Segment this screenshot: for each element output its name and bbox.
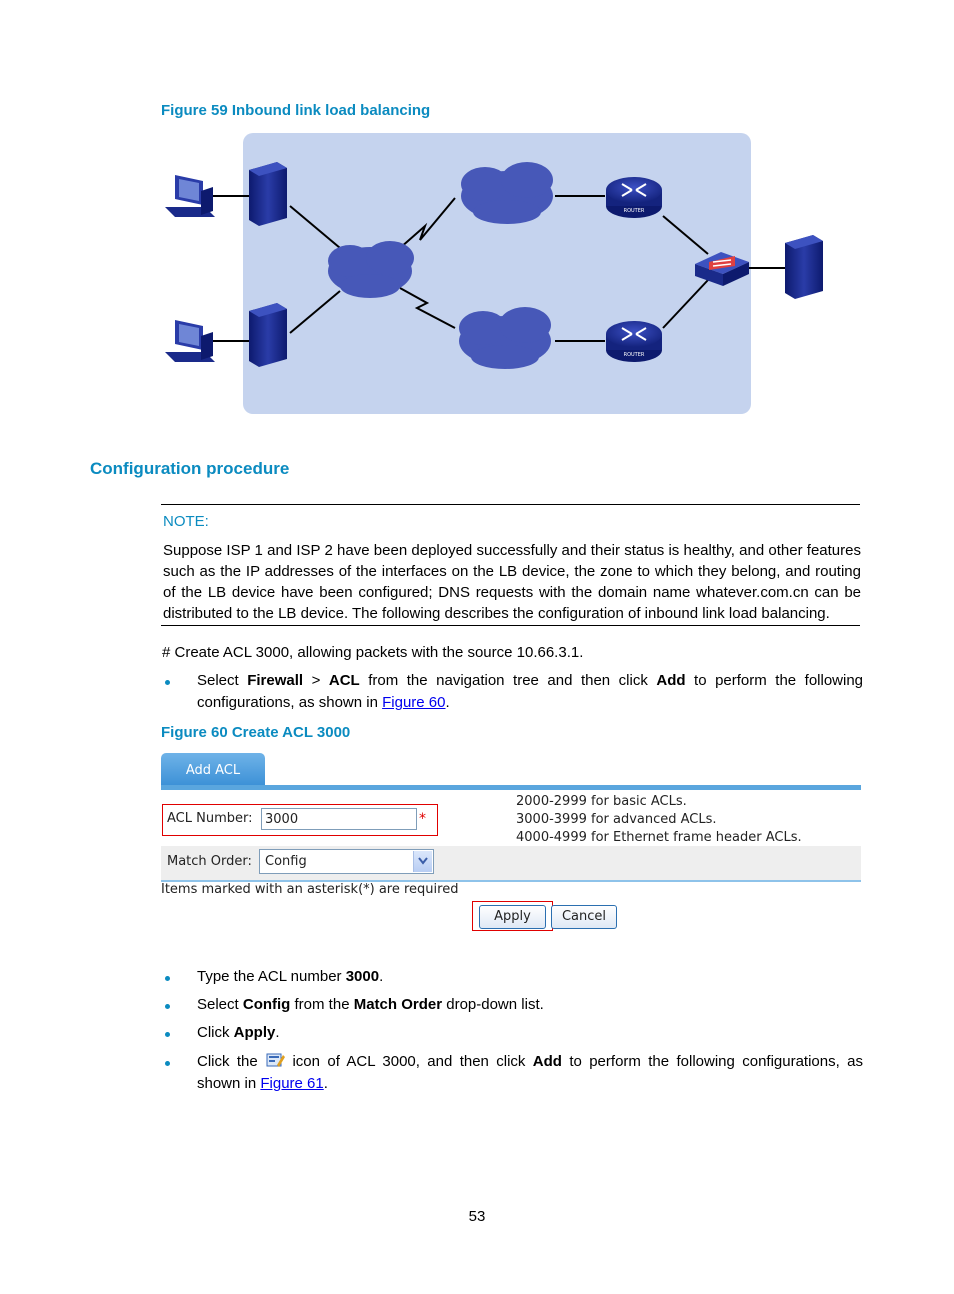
note-box: [161, 504, 860, 626]
acl-number-label: ACL Number:: [167, 811, 253, 826]
figure-60-caption: Figure 60 Create ACL 3000: [161, 724, 351, 741]
pc-icon: [165, 175, 215, 217]
server-icon: [249, 162, 287, 226]
match-order-label: Match Order:: [167, 854, 252, 869]
tab-underline: [161, 785, 861, 790]
svg-text:ROUTER: ROUTER: [623, 208, 645, 214]
bullet-dot: [165, 680, 170, 685]
acl-number-input[interactable]: 3000: [261, 808, 417, 830]
apply-button[interactable]: Apply: [479, 905, 546, 929]
network-diagram: [155, 128, 845, 420]
bullet-line: Select Config from the Match Order drop-down list.: [197, 996, 544, 1013]
edit-acl-icon[interactable]: [265, 1051, 285, 1069]
bullet-dot: [165, 976, 170, 981]
bullet-line: configurations, as shown in Figure 60.: [197, 694, 450, 711]
server-icon: [785, 235, 823, 299]
bullet-line: shown in Figure 61.: [197, 1075, 328, 1092]
tab-add-acl[interactable]: Add ACL: [161, 753, 265, 787]
hint-line: 2000-2999 for basic ACLs.: [516, 794, 687, 809]
bullet-line: Click Apply.: [197, 1024, 280, 1041]
step-intro: # Create ACL 3000, allowing packets with the source 10.66.3.1.: [162, 644, 584, 661]
bullet-dot: [165, 1004, 170, 1009]
figure-61-link[interactable]: Figure 61: [260, 1075, 324, 1092]
required-note: Items marked with an asterisk(*) are required: [161, 882, 459, 897]
server-icon: [249, 303, 287, 367]
figure-59-caption: Figure 59 Inbound link load balancing: [161, 102, 431, 119]
figure-60-link[interactable]: Figure 60: [382, 694, 446, 711]
router-icon: [606, 321, 662, 362]
svg-text:ROUTER: ROUTER: [623, 352, 645, 358]
hint-line: 3000-3999 for advanced ACLs.: [516, 812, 717, 827]
acl-range-hints: [516, 793, 802, 847]
bullet-dot: [165, 1032, 170, 1037]
note-label: NOTE:: [163, 513, 209, 530]
note-text: Suppose ISP 1 and ISP 2 have been deployed successfully and their status is healthy, and other features such as the IP addresses of the interfaces on the LB device, the zone to which they belong, and routing of the LB device have been configured; DNS requests with the domain name whatever.com.cn can be distributed to the LB device. The following describes the configuration of inbound link load balancing.: [163, 542, 861, 622]
bullet-line: Select Firewall > ACL from the navigation tree and then click Add to perform the following: [197, 672, 864, 689]
match-order-value: Config: [265, 854, 307, 869]
cloud-icon: [459, 307, 551, 369]
pc-icon: [165, 320, 215, 362]
match-order-select[interactable]: [259, 849, 434, 874]
section-title: Configuration procedure: [90, 459, 290, 478]
chevron-down-icon[interactable]: [413, 851, 432, 872]
hint-line: 4000-4999 for Ethernet frame header ACLs.: [516, 830, 802, 845]
cancel-button[interactable]: Cancel: [551, 905, 617, 929]
router-icon: [606, 177, 662, 218]
bullet-line: Click the icon of ACL 3000, and then click Add to perform the following configurations, as: [197, 1053, 863, 1070]
bullet-line: Type the ACL number 3000.: [197, 968, 384, 985]
required-asterisk: *: [419, 811, 426, 827]
cloud-icon: [461, 162, 553, 224]
bullet-dot: [165, 1061, 170, 1066]
page-number: 53: [468, 1208, 486, 1225]
